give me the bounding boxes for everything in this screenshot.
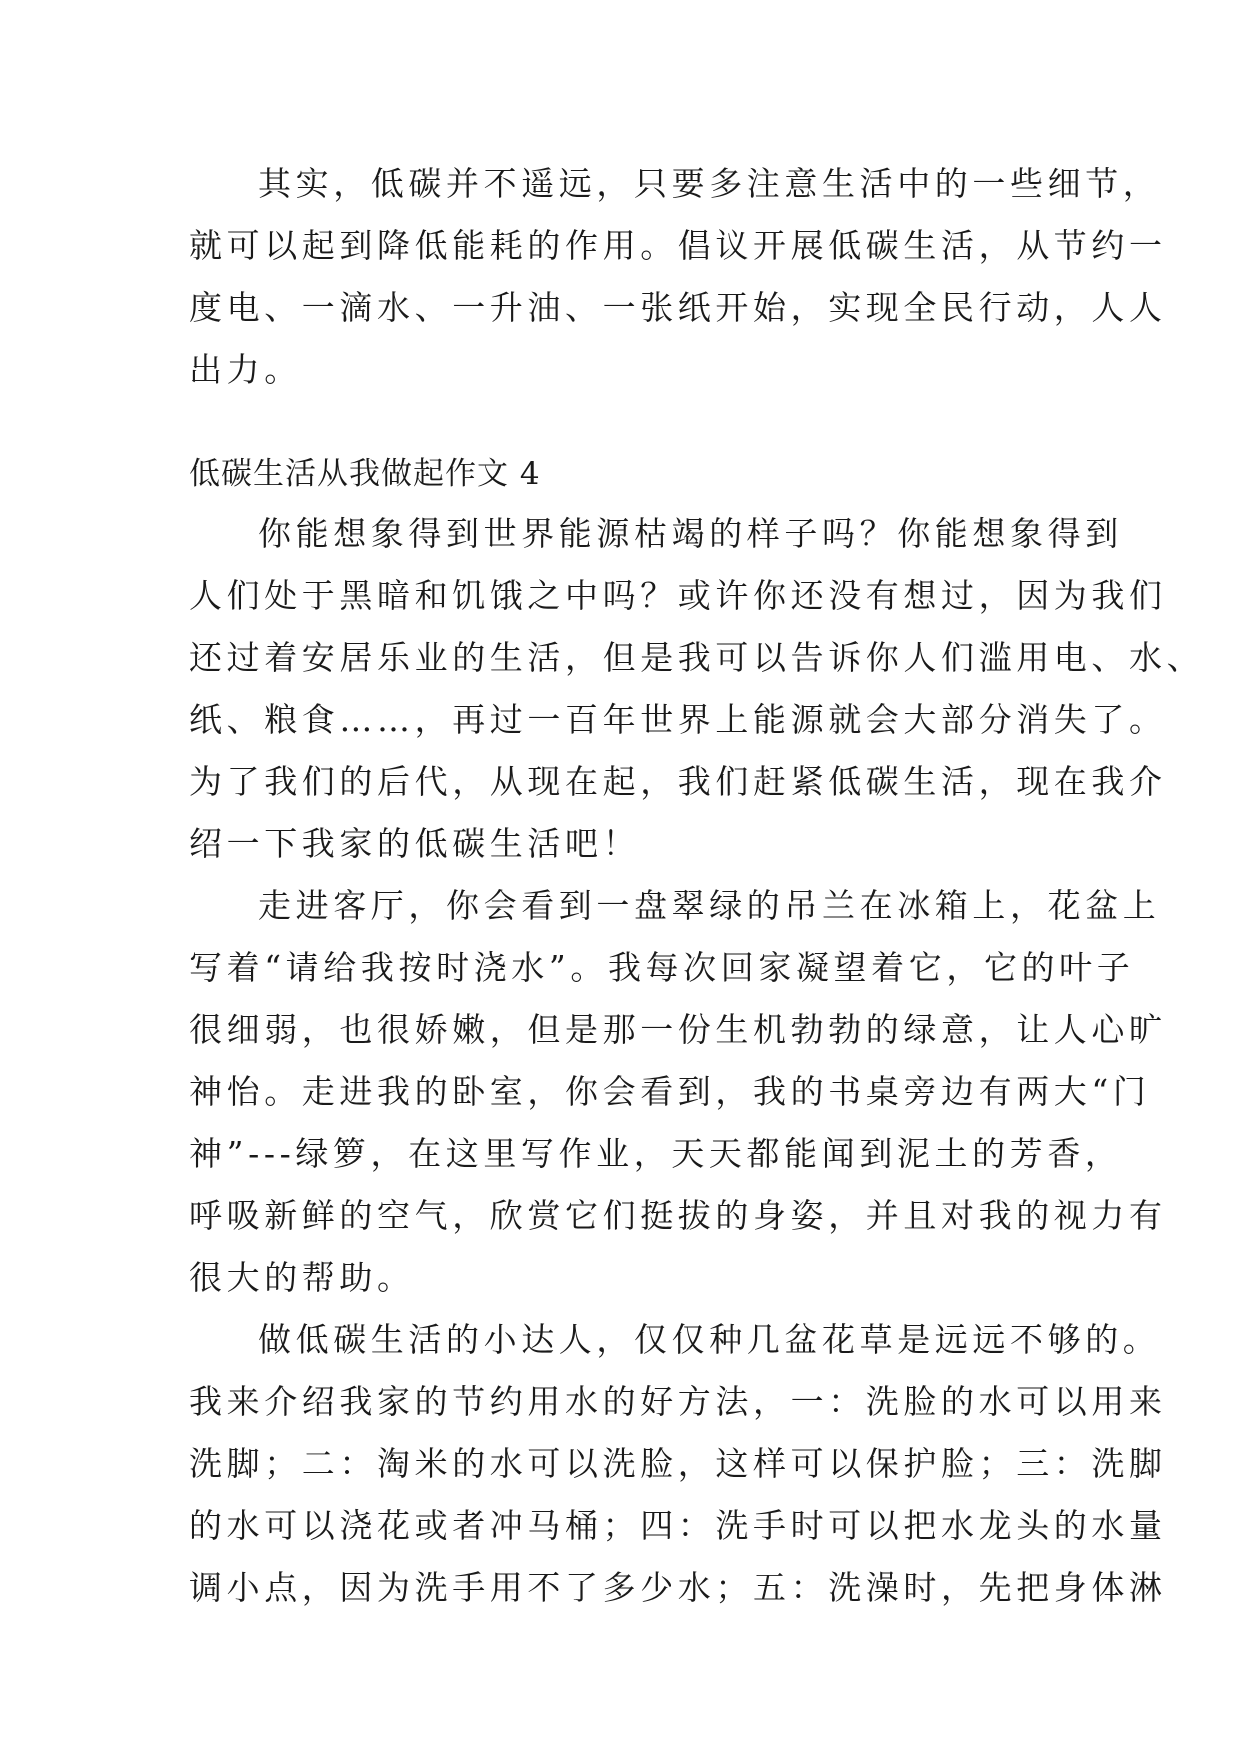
paragraph-4-line-1: 做低碳生活的小达人，仅仅种几盆花草是远远不够的。 — [258, 1320, 1161, 1359]
paragraph-3-line-1: 走进客厅，你会看到一盘翠绿的吊兰在冰箱上，花盆上 — [258, 886, 1161, 925]
paragraph-2-line-1: 你能想象得到世界能源枯竭的样子吗？你能想象得到 — [258, 514, 1123, 553]
paragraph-1-line-4: 出力。 — [189, 350, 302, 389]
paragraph-4-line-2: 我来介绍我家的节约用水的好方法，一：洗脸的水可以用来 — [189, 1382, 1167, 1421]
paragraph-1-line-2: 就可以起到降低能耗的作用。倡议开展低碳生活，从节约一 — [189, 226, 1167, 265]
paragraph-2-line-4: 纸、粮食……，再过一百年世界上能源就会大部分消失了。 — [189, 700, 1167, 739]
paragraph-2-line-5: 为了我们的后代，从现在起，我们赶紧低碳生活，现在我介 — [189, 762, 1167, 801]
paragraph-4-line-4: 的水可以浇花或者冲马桶；四：洗手时可以把水龙头的水量 — [189, 1506, 1167, 1545]
paragraph-2-line-6: 绍一下我家的低碳生活吧！ — [189, 824, 641, 863]
paragraph-4-line-5: 调小点，因为洗手用不了多少水；五：洗澡时，先把身体淋 — [189, 1568, 1167, 1607]
section-heading: 低碳生活从我做起作文 4 — [189, 456, 541, 492]
paragraph-3-line-5: 神”---绿箩，在这里写作业，天天都能闻到泥土的芳香， — [189, 1134, 1123, 1173]
paragraph-1-line-1: 其实，低碳并不遥远，只要多注意生活中的一些细节， — [258, 164, 1161, 203]
paragraph-4-line-3: 洗脚；二：淘米的水可以洗脸，这样可以保护脸；三：洗脚 — [189, 1444, 1167, 1483]
paragraph-2-line-2: 人们处于黑暗和饥饿之中吗？或许你还没有想过，因为我们 — [189, 576, 1167, 615]
paragraph-3-line-7: 很大的帮助。 — [189, 1258, 415, 1297]
paragraph-3-line-2: 写着“请给我按时浇水”。我每次回家凝望着它，它的叶子 — [189, 948, 1135, 987]
paragraph-3-line-6: 呼吸新鲜的空气，欣赏它们挺拔的身姿，并且对我的视力有 — [189, 1196, 1167, 1235]
paragraph-3-line-3: 很细弱，也很娇嫩，但是那一份生机勃勃的绿意，让人心旷 — [189, 1010, 1167, 1049]
paragraph-1-line-3: 度电、一滴水、一升油、一张纸开始，实现全民行动，人人 — [189, 288, 1167, 327]
paragraph-2-line-3: 还过着安居乐业的生活，但是我可以告诉你人们滥用电、水、 — [189, 638, 1205, 677]
paragraph-3-line-4: 神怡。走进我的卧室，你会看到，我的书桌旁边有两大“门 — [189, 1072, 1151, 1111]
